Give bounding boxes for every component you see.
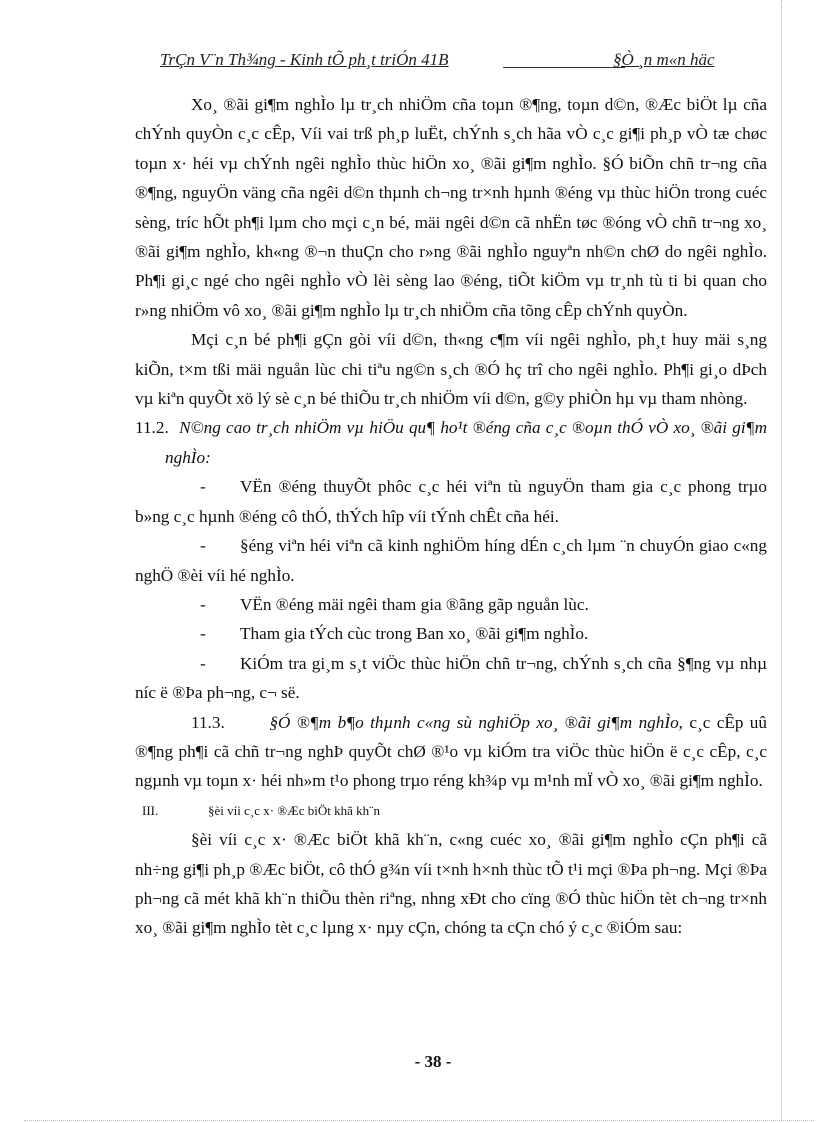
header-document-type: §Ò ¸n m«n häc — [613, 50, 715, 69]
section-11-3-title: §Ó ®¶m b¶o thµnh c«ng sù nghiÖp xo¸ ®ãi gi¶m nghÌo, — [269, 712, 683, 732]
list-item: - KiÓm tra gi¸m s¸t viÖc thùc hiÖn chñ tr¬ng, chÝnh s¸ch cña §¶ng vµ nhµ níc ë ®Þa ph¬ng, c¬ së. — [135, 653, 767, 703]
list-item-text: VËn ®éng thuyÕt phôc c¸c héi viªn tù nguyÖn tham gia c¸c phong trµo b»ng c¸c hµnh ®éng cô thÓ, thÝch hîp víi tÝnh chÊt cña héi. — [135, 477, 767, 526]
list-item: - Tham gia tÝch cùc trong Ban xo¸ ®ãi gi¶m nghÌo. — [200, 624, 589, 644]
section-III-title: §èi víi c¸c x· ®Æc biÖt khã kh¨n — [208, 802, 380, 818]
page-number: - 38 - — [414, 1052, 452, 1071]
page-border-bottom — [24, 1120, 814, 1122]
list-item: - VËn ®éng thuyÕt phôc c¸c héi viªn tù nguyÖn tham gia c¸c phong trµo b»ng c¸c hµnh ®éng cô thÓ, thÝch hîp víi tÝnh chÊt cña héi. — [135, 477, 767, 526]
section-III-numeral: III. — [142, 802, 159, 818]
list-item: - VËn ®éng mäi ngêi tham gia ®ãng gãp nguån lùc. — [200, 594, 589, 614]
header-fill-line — [503, 67, 625, 69]
page-header — [160, 46, 732, 70]
page-border-right — [781, 0, 783, 1120]
section-III-paragraph: §èi víi c¸c x· ®Æc biÖt khã kh¨n, c«ng cuéc xo¸ ®ãi gi¶m nghÌo cÇn ph¶i cã nh÷ng gi¶i ph¸p ®Æc biÖt, cô thÓ g¾n víi t×nh h×nh thùc tÕ t¹i mçi ®Þa ph¬ng. Mçi ®Þa ph¬ng cã mét khã kh¨n thiÕu thèn riªng, nhng xÐt cho cïng ®Ó thùc hiÖn tèt ch¬ng tr×nh xo¸ ®ãi gi¶m nghÌo tèt c¸c lµng x· nµy cÇn, chóng ta cÇn chó ý c¸c ®iÓm sau: — [135, 830, 767, 938]
section-III-heading — [135, 796, 767, 825]
document-body — [135, 90, 767, 943]
list-item-text: §éng viªn héi viªn cã kinh nghiÖm híng dÉn c¸ch lµm ¨n chuyÓn giao c«ng nghÖ ®èi víi hé nghÌo. — [135, 536, 767, 585]
list-item-text: Tham gia tÝch cùc trong Ban xo¸ ®ãi gi¶m nghÌo. — [240, 624, 589, 644]
list-item: - §éng viªn héi viªn cã kinh nghiÖm híng dÉn c¸ch lµm ¨n chuyÓn giao c«ng nghÖ ®èi víi hé nghÌo. — [135, 536, 767, 585]
section-11-2-number: 11.2. — [135, 418, 169, 438]
paragraph-2: Mçi c¸n bé ph¶i gÇn gòi víi d©n, th«ng c¶m víi ngêi nghÌo, ph¸t huy mäi s¸ng kiÕn, t×m tßi mäi nguån lùc chi tiªu ng©n s¸ch ®Ó hç trî cho ngêi nghÌo. Ph¶i gi¸o dÞch vµ kiªn quyÕt xö lý sè c¸n bé thiÕu tr¸ch nhiÖm víi d©n, g©y phiÒn hµ vµ tham nhòng. — [135, 330, 767, 409]
header-author-course: TrÇn V¨n Th¾ng - Kinh tÕ ph¸t triÓn 41B — [160, 50, 449, 69]
list-item-text: VËn ®éng mäi ngêi tham gia ®ãng gãp nguån lùc. — [240, 594, 589, 614]
list-item-text: KiÓm tra gi¸m s¸t viÖc thùc hiÖn chñ tr¬ng, chÝnh s¸ch cña §¶ng vµ nhµ níc ë ®Þa ph¬ng, c¬ së. — [135, 653, 767, 703]
paragraph-1: Xo¸ ®ãi gi¶m nghÌo lµ tr¸ch nhiÖm cña toµn ®¶ng, toµn d©n, ®Æc biÖt lµ cña chÝnh quyÒn c¸c cÊp, Víi vai trß ph¸p luËt, chÝnh s¸ch hãa vÒ c¸c gi¶i ph¸p vÒ tæ chøc toµn x· héi vµ chÝnh ngêi nghÌo thùc hiÖn xo¸ ®ãi gi¶m nghÌo. §Ó biÕn chñ tr¬ng cña ®¶ng, nguyÖn väng cña ngêi d©n thµnh ch¬ng tr×nh hµnh ®éng vµ thùc hiÖn trong cuéc sèng, tríc hÕt ph¶i lµm cho mçi c¸n bé, mäi ngêi d©n cã nhËn tøc ®óng vÒ chñ tr¬ng xo¸ ®ãi gi¶m nghÌo, kh«ng ®¬n thuÇn cho r»ng ®ãi nghÌo nguyªn nh©n chØ do ngêi nghÌo. Ph¶i gi¸c ngé cho ngêi nghÌo vÒ lèi sèng lao ®éng, tiÕt kiÖm vµ tr¸nh tù ti bi quan cho r»ng nhiÖm vô xo¸ ®ãi gi¶m nghÌo lµ tr¸ch nhiÖm cña tõng cÊp chÝnh quyÒn. — [135, 95, 767, 320]
section-11-2-title: N©ng cao tr¸ch nhiÖm vµ hiÖu qu¶ ho¹t ®éng cña c¸c ®oµn thÓ vÒ xo¸ ®ãi gi¶m nghÌo: — [165, 418, 768, 467]
section-11-3-paragraph — [135, 708, 767, 796]
section-11-2-heading — [135, 413, 767, 472]
section-11-3-text: c¸c cÊp uû ®¶ng ph¶i cã chñ tr¬ng nghÞ quyÕt chØ ®¹o vµ kiÓm tra viÖc thùc hiÖn ë c¸c cÊp, c¸c ngµnh vµ toµn x· héi nh»m t¹o phong trµo réng kh¾p vµ m¹nh mÏ vÒ xo¸ ®ãi gi¶m nghÌo. — [135, 712, 767, 791]
section-11-3-number: 11.3. — [191, 712, 225, 732]
